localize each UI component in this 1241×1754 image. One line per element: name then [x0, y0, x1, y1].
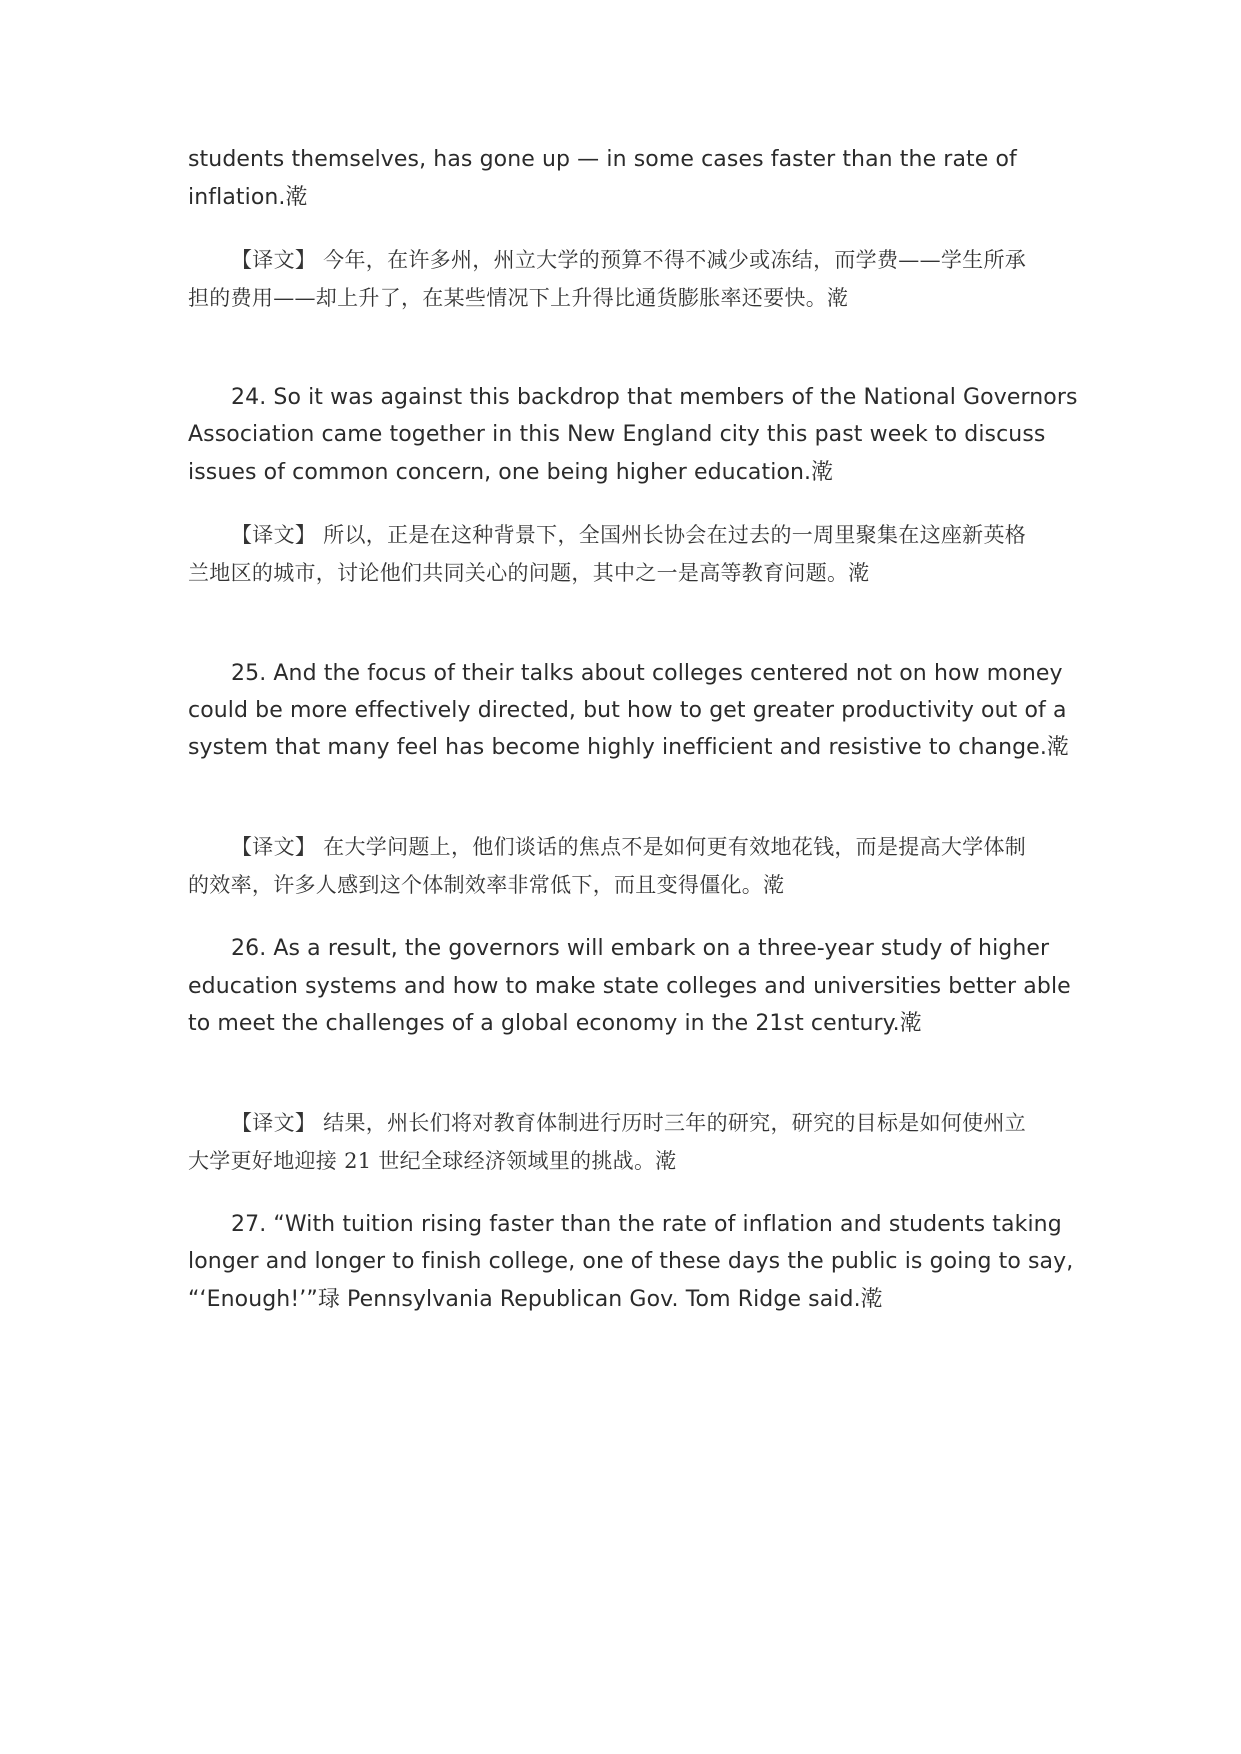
paragraph-26-line: education systems and how to make state colleges and universities better able — [188, 974, 1071, 999]
translation-line: 【译文】 结果，州长们将对教育体制进行历时三年的研究，研究的目标是如何使州立 — [231, 1111, 1027, 1135]
text-line: inflation.漧 — [188, 185, 308, 210]
paragraph-25-line: could be more effectively directed, but how to get greater productivity out of a — [188, 698, 1067, 723]
paragraph-24-line: Association came together in this New England city this past week to discuss — [188, 422, 1046, 447]
paragraph-24-line: issues of common concern, one being higher education.漧 — [188, 460, 834, 485]
paragraph-27-line: longer and longer to finish college, one of these days the public is going to say, — [188, 1249, 1074, 1274]
translation-line: 大学更好地迎接 21 世纪全球经济领域里的挑战。漧 — [188, 1149, 677, 1173]
paragraph-27-line: “‘Enough!’”琭 Pennsylvania Republican Gov. Tom Ridge said.漧 — [188, 1287, 883, 1312]
translation-line: 【译文】 所以，正是在这种背景下，全国州长协会在过去的一周里聚集在这座新英格 — [231, 523, 1027, 547]
text-line: students themselves, has gone up — in some cases faster than the rate of — [188, 147, 1017, 172]
translation-line: 担的费用——却上升了，在某些情况下上升得比通货膨胀率还要快。漧 — [188, 286, 849, 310]
paragraph-26-line: to meet the challenges of a global economy in the 21st century.漧 — [188, 1011, 922, 1036]
paragraph-25-line: 25. And the focus of their talks about colleges centered not on how money — [231, 661, 1063, 686]
paragraph-24-line: 24. So it was against this backdrop that members of the National Governors — [231, 385, 1078, 410]
translation-line: 兰地区的城市，讨论他们共同关心的问题，其中之一是高等教育问题。漧 — [188, 561, 870, 585]
translation-line: 【译文】 今年，在许多州，州立大学的预算不得不减少或冻结，而学费——学生所承 — [231, 248, 1027, 272]
paragraph-25-line: system that many feel has become highly inefficient and resistive to change.漧 — [188, 735, 1070, 760]
translation-line: 【译文】 在大学问题上，他们谈话的焦点不是如何更有效地花钱，而是提高大学体制 — [231, 835, 1027, 859]
paragraph-27-line: 27. “With tuition rising faster than the rate of inflation and students taking — [231, 1212, 1062, 1237]
translation-line: 的效率，许多人感到这个体制效率非常低下，而且变得僵化。漧 — [188, 873, 785, 897]
paragraph-26-line: 26. As a result, the governors will embark on a three-year study of higher — [231, 936, 1050, 961]
